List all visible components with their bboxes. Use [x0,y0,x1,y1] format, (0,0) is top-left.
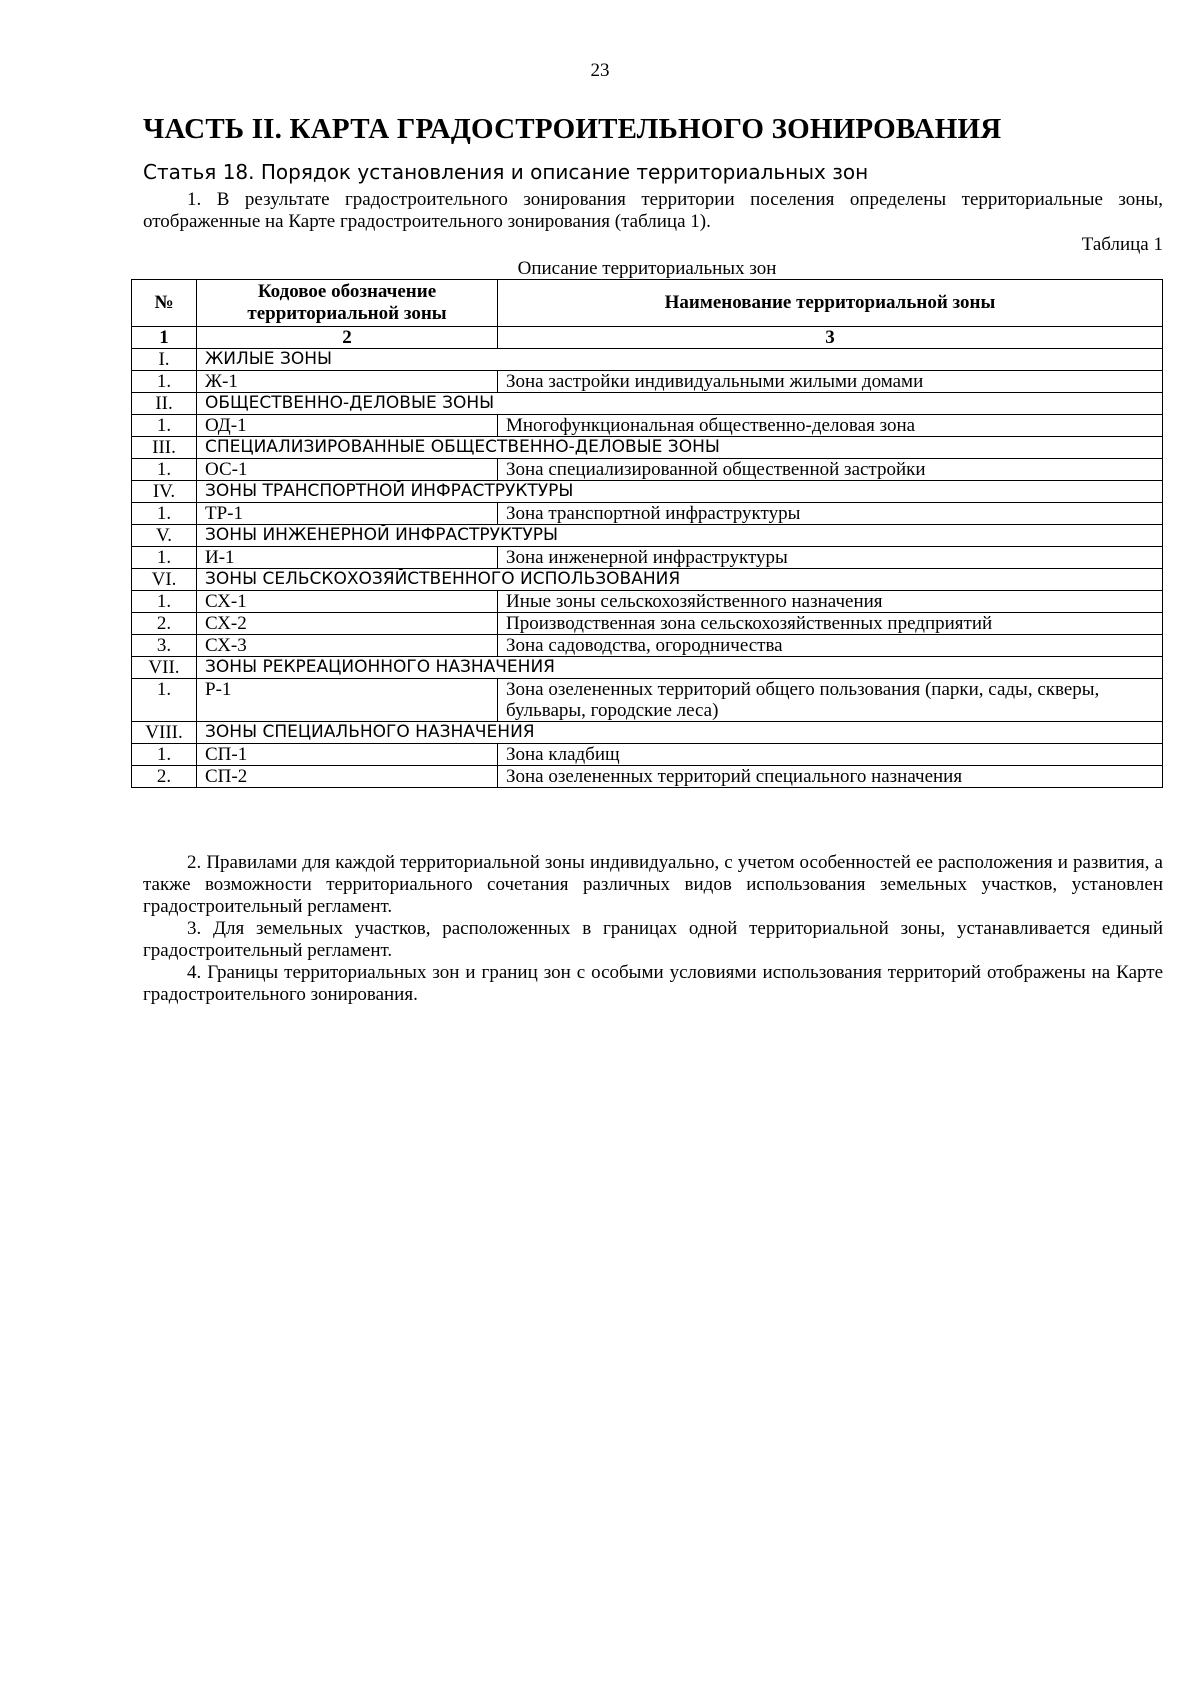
section-title: ЗОНЫ ТРАНСПОРТНОЙ ИНФРАСТРУКТУРЫ [197,481,1163,503]
section-title: СПЕЦИАЛИЗИРОВАННЫЕ ОБЩЕСТВЕННО-ДЕЛОВЫЕ ЗОНЫ [197,437,1163,459]
paragraph-3-text: 3. Для земельных участков, расположенных в границах одной территориальной зоны, устанавливается единый градостроительный регламент. [143,918,1163,961]
zone-name: Многофункциональная общественно-деловая зона [498,415,1163,437]
column-number-3: 3 [498,327,1163,349]
zone-code: И-1 [197,547,498,569]
zones-table [131,279,1163,788]
zone-name: Зона озелененных территорий специального назначения [498,766,1163,788]
zone-name: Зона специализированной общественной застройки [498,459,1163,481]
row-number: 1. [132,744,197,766]
section-row [132,437,1163,459]
table-number: Таблица 1 [1081,234,1163,255]
zone-name: Производственная зона сельскохозяйственных предприятий [498,613,1163,635]
paragraph-3 [143,918,1163,962]
paragraph-1 [143,189,1163,233]
row-number: 1. [132,547,197,569]
section-number: III. [132,437,197,459]
part-heading: ЧАСТЬ II. КАРТА ГРАДОСТРОИТЕЛЬНОГО ЗОНИРОВАНИЯ [143,113,1002,145]
zone-code: СХ-1 [197,591,498,613]
section-number: VI. [132,569,197,591]
header-number: № [132,280,197,327]
zone-code: ОС-1 [197,459,498,481]
zone-name: Зона транспортной инфраструктуры [498,503,1163,525]
zone-code: Ж-1 [197,371,498,393]
zone-name: Зона озелененных территорий общего пользования (парки, сады, скверы, бульвары, городские леса) [498,679,1163,722]
table-row [132,744,1163,766]
table-row [132,635,1163,657]
header-code: Кодовое обозначение территориальной зоны [197,280,498,327]
zone-code: СП-1 [197,744,498,766]
section-row [132,349,1163,371]
zone-name: Зона застройки индивидуальными жилыми домами [498,371,1163,393]
zone-code: Р-1 [197,679,498,722]
table-row [132,766,1163,788]
row-number: 3. [132,635,197,657]
section-row [132,525,1163,547]
section-row [132,722,1163,744]
column-number-1: 1 [132,327,197,349]
zone-name: Зона инженерной инфраструктуры [498,547,1163,569]
section-title: ЗОНЫ СПЕЦИАЛЬНОГО НАЗНАЧЕНИЯ [197,722,1163,744]
section-row [132,657,1163,679]
paragraph-2 [143,852,1163,918]
column-numbers-row [132,327,1163,349]
paragraph-2-text: 2. Правилами для каждой территориальной зоны индивидуально, с учетом особенностей ее расположения и развития, а также возможности территориального сочетания различных видов использования земельных участков, установлен градостроительный регламент. [143,852,1163,917]
row-number: 1. [132,591,197,613]
zone-code: ОД-1 [197,415,498,437]
section-title: ЗОНЫ СЕЛЬСКОХОЗЯЙСТВЕННОГО ИСПОЛЬЗОВАНИЯ [197,569,1163,591]
table-row [132,459,1163,481]
table-row [132,591,1163,613]
section-number: I. [132,349,197,371]
section-title: ЖИЛЫЕ ЗОНЫ [197,349,1163,371]
table-row [132,613,1163,635]
page-number: 23 [590,60,610,81]
paragraph-4-text: 4. Границы территориальных зон и границ зон с особыми условиями использования территорий отображены на Карте градостроительного зонирования. [143,962,1163,1005]
row-number: 1. [132,415,197,437]
section-row [132,393,1163,415]
table-caption: Описание территориальных зон [517,258,777,279]
section-number: VIII. [132,722,197,744]
row-number: 1. [132,459,197,481]
row-number: 2. [132,766,197,788]
table-row [132,679,1163,722]
row-number: 1. [132,679,197,722]
table-row [132,503,1163,525]
table-header-row [132,280,1163,327]
article-title: Статья 18. Порядок установления и описание территориальных зон [143,160,869,184]
section-row [132,481,1163,503]
zone-name: Зона кладбищ [498,744,1163,766]
column-number-2: 2 [197,327,498,349]
row-number: 2. [132,613,197,635]
section-number: VII. [132,657,197,679]
section-title: ЗОНЫ РЕКРЕАЦИОННОГО НАЗНАЧЕНИЯ [197,657,1163,679]
row-number: 1. [132,371,197,393]
zone-code: СП-2 [197,766,498,788]
table-row [132,371,1163,393]
zone-name: Зона садоводства, огородничества [498,635,1163,657]
section-title: ОБЩЕСТВЕННО-ДЕЛОВЫЕ ЗОНЫ [197,393,1163,415]
section-number: II. [132,393,197,415]
section-number: V. [132,525,197,547]
section-title: ЗОНЫ ИНЖЕНЕРНОЙ ИНФРАСТРУКТУРЫ [197,525,1163,547]
zone-code: ТР-1 [197,503,498,525]
zone-code: СХ-2 [197,613,498,635]
row-number: 1. [132,503,197,525]
section-row [132,569,1163,591]
table-row [132,415,1163,437]
zone-code: СХ-3 [197,635,498,657]
header-name: Наименование территориальной зоны [498,280,1163,327]
paragraph-4 [143,962,1163,1006]
table-row [132,547,1163,569]
paragraph-1-text: 1. В результате градостроительного зонирования территории поселения определены территориальные зоны, отображенные на Карте градостроительного зонирования (таблица 1). [143,189,1163,232]
section-number: IV. [132,481,197,503]
zone-name: Иные зоны сельскохозяйственного назначения [498,591,1163,613]
